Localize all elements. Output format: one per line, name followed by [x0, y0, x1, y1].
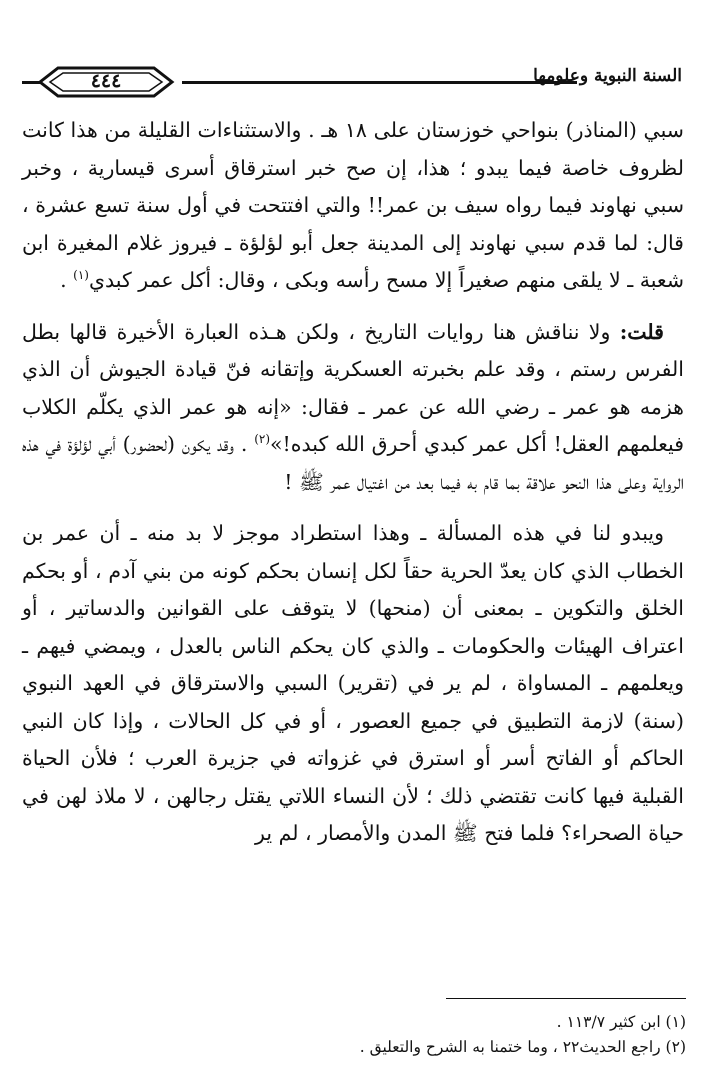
paragraph-1	[22, 112, 684, 300]
running-title: السنة النبوية وعلومها	[533, 66, 682, 86]
footnote-2: (٢) راجع الحديث٢٢ ، وما ختمنا به الشرح والتعليق .	[359, 1038, 686, 1056]
page-number-badge	[36, 64, 176, 100]
footnotes	[24, 1010, 686, 1060]
paragraph-2-text: ولا نناقش هنا روايات التاريخ ، ولكن هـذه العبارة الأخيرة قالها بطل الفرس رستم ، وقد علم بخبرته العسكرية وإتقانه فنّ قيادة الجيوش أن الذي هزمه هو عمر ـ رضي الله عن عمر ـ فقال: «إنه هو عمر الذي يكلّم الكلاب فيعلمهم العقل! أكل عمر كبدي أحرق الله كبده!»	[22, 319, 685, 456]
paragraph-2	[22, 314, 684, 502]
header-rule-right	[182, 81, 577, 84]
paragraph-3: ويبدو لنا في هذه المسألة ـ وهذا استطراد موجز لا بد منه ـ أن عمر بن الخطاب الذي كان يعدّ الحرية حقاً لكل إنسان بحكم كونه من بني آدم ، أو بحكم الخلق والتكوين ـ بمعنى أن (منحها) لا يتوقف على القوانين والدساتير ، أو اعتراف الهيئات والحكومات ـ والذي كان يحكم الناس بالعدل ، ويمضي فيهم ـ ويعلمهم ـ المساواة ، لم ير في (تقرير) السبي والاسترقاق في العهد النبوي (سنة) لازمة التطبيق في جميع العصور ، أو في كل الحالات ، وإذا كان النبي الحاكم أو الفاتح أسر أو استرق في غزواته في جزيرة العرب ؛ فلأن الحياة القبلية فيها كانت تقتضي ذلك ؛ لأن النساء اللاتي يقتل رجالهن ، لا ملاذ لهن في حياة الصحراء؟ فلما فتح ﷺ المدن والأمصار ، لم ير	[22, 521, 684, 845]
paragraph-1-end: .	[60, 268, 74, 292]
footnote-divider	[446, 998, 686, 999]
paragraph-2-lead: قلت:	[619, 319, 664, 344]
footnote-1: (١) ابن كثير ١١٣/٧ .	[556, 1013, 686, 1031]
footnote-ref-2[interactable]: (٢)	[254, 432, 271, 447]
page-number: ٤٤٤	[90, 70, 122, 92]
page-body	[22, 112, 684, 853]
paragraph-1-text: سبي (المناذر) بنواحي خوزستان على ١٨ هـ . والاستثناءات القليلة من هذا كانت لظروف خاصة فيما يبدو ؛ هذا، إن صح خبر استرقاق أسرى قيسارية ، وخبر سبي نهاوند فيما رواه سيف بن عمر!! والتي افتتحت في أول سنة تسع عشرة ، قال: لما قدم سبي نهاوند إلى المدينة جعل أبو لؤلؤة ـ فيروز غلام المغيرة ابن شعبة ـ لا يلقى منهم صغيراً إلا مسح رأسه وبكى ، وقال: أكل عمر كبدي	[22, 118, 684, 292]
footnote-ref-1[interactable]: (١)	[73, 268, 89, 283]
paragraph-2-end: . وقد يكون (لحضور) أبي لؤلؤة في هذه الرواية وعلى هذا النحو علاقة بما قام به فيما بعد من اغتيال عمر ﷺ !	[22, 432, 684, 494]
page-header	[22, 62, 682, 102]
